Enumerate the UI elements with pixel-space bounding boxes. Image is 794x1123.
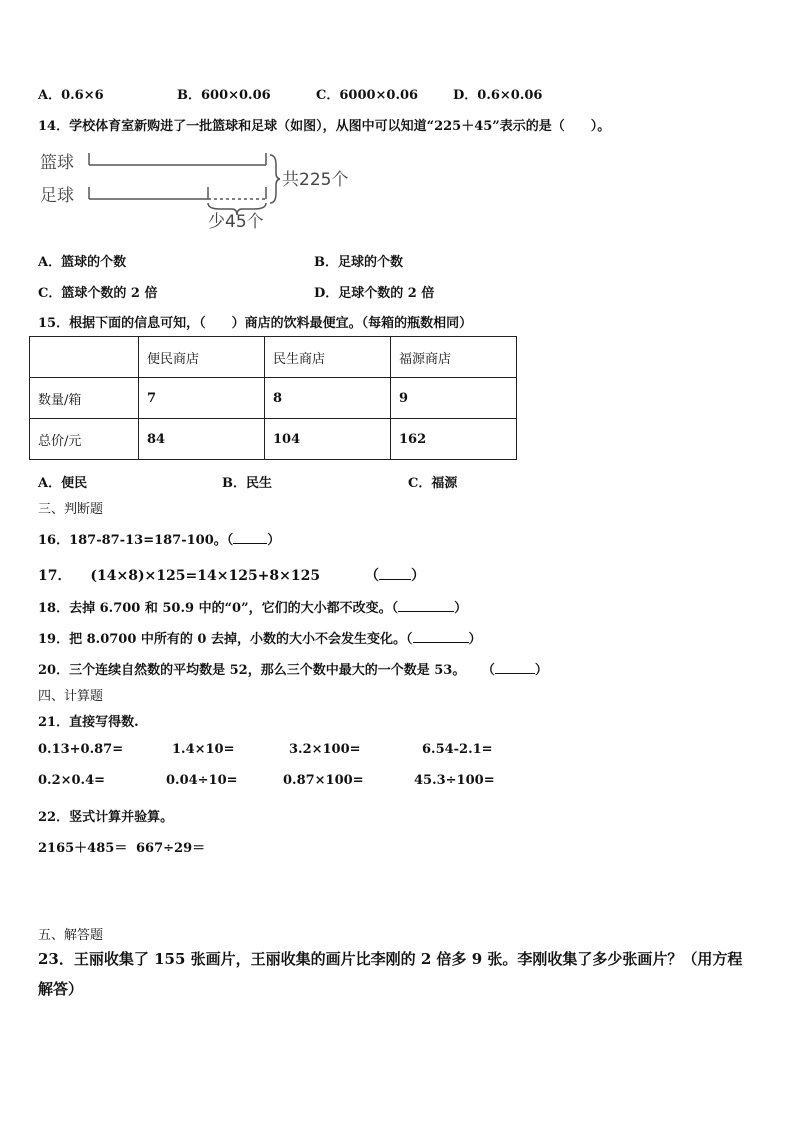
q20-open: （ [481, 663, 495, 678]
q18 [38, 597, 467, 616]
q17-num: 17． [38, 568, 72, 584]
q23-line-1: 23．王丽收集了 155 张画片，王丽收集的画片比李刚的 2 倍多 9 张。李刚收集了多少张画片？（用方程 [38, 950, 743, 968]
diagram-label-basketball: 篮球 [40, 153, 74, 173]
q17-expression: (14×8)×125=14×125+8×125 [90, 568, 321, 584]
q16-close: ） [267, 533, 281, 548]
q14-option-c: C．篮球个数的 2 倍 [38, 286, 158, 301]
q16-text: 16．187-87-13=187-100。（ [38, 533, 234, 548]
q13-option-c: C．6000×0.06 [316, 88, 419, 103]
q18-close: ） [454, 601, 468, 616]
q13-option-b: B．600×0.06 [177, 88, 271, 103]
answer-blank[interactable] [413, 631, 469, 643]
answer-blank[interactable] [379, 568, 411, 580]
section-heading-judgement: 三、判断题 [38, 502, 104, 517]
q16 [38, 529, 280, 548]
q18-text: 18．去掉 6.700 和 50.9 中的“0”，它们的大小都不改变。（ [38, 601, 399, 616]
q22-stem: 22．竖式计算并验算。 [38, 810, 174, 825]
table-cell: 84 [139, 419, 265, 460]
q21-item: 0.2×0.4= [38, 773, 106, 788]
q21-item: 1.4×10= [172, 742, 235, 757]
q19-text: 19．把 8.0700 中所有的 0 去掉，小数的大小不会发生变化。（ [38, 632, 413, 647]
table-cell: 数量/箱 [30, 378, 139, 419]
q21-item: 6.54-2.1= [422, 742, 493, 757]
diagram-label-football: 足球 [40, 186, 74, 206]
q21-item: 3.2×100= [289, 742, 361, 757]
table-cell: 8 [265, 378, 391, 419]
q21-stem: 21．直接写得数. [38, 715, 139, 730]
table-cell: 9 [391, 378, 517, 419]
diagram-difference-label: 少45个 [208, 212, 264, 232]
q19 [38, 628, 482, 647]
q21-item: 0.13+0.87= [38, 742, 124, 757]
table-header-cell: 福源商店 [391, 337, 517, 378]
table-cell: 总价/元 [30, 419, 139, 460]
total-brace [270, 155, 280, 203]
q14-stem: 14．学校体育室新购进了一批篮球和足球（如图），从图中可以知道“225＋45”表示的是（ ）。 [38, 119, 611, 134]
q22-item: 2165＋485＝ [38, 841, 128, 856]
q17 [38, 565, 425, 585]
q21-item: 0.04÷10= [166, 773, 238, 788]
q20 [38, 659, 548, 678]
q19-close: ） [468, 632, 482, 647]
q14-option-b: B．足球的个数 [314, 255, 403, 270]
table-cell: 104 [265, 419, 391, 460]
q21-item: 45.3÷100= [414, 773, 495, 788]
football-segment [89, 187, 266, 199]
table-row [30, 419, 517, 460]
q15-option-c: C．福源 [408, 476, 458, 491]
q15-stem: 15．根据下面的信息可知，（ ）商店的饮料最便宜。（每箱的瓶数相同） [38, 316, 473, 331]
q14-option-d: D．足球个数的 2 倍 [314, 286, 435, 301]
table-row [30, 378, 517, 419]
store-price-table [29, 336, 517, 460]
answer-blank[interactable] [233, 532, 267, 544]
table-cell: 162 [391, 419, 517, 460]
q21-item: 0.87×100= [283, 773, 364, 788]
diagram-total-label: 共225个 [282, 170, 349, 190]
section-heading-calculation: 四、计算题 [38, 689, 104, 704]
table-header-cell: 民生商店 [265, 337, 391, 378]
table-header-cell [30, 337, 139, 378]
q15-option-b: B．民生 [222, 476, 272, 491]
answer-blank[interactable] [398, 600, 454, 612]
section-heading-word-problems: 五、解答题 [38, 928, 104, 943]
q20-close: ） [534, 663, 548, 678]
basketball-segment [89, 153, 266, 165]
table-header-row [30, 337, 517, 378]
q23-line-2: 解答） [38, 980, 84, 998]
table-header-cell: 便民商店 [139, 337, 265, 378]
q13-option-a: A．0.6×6 [38, 88, 104, 103]
q20-text: 20．三个连续自然数的平均数是 52，那么三个数中最大的一个数是 53。 [38, 663, 466, 678]
table-cell: 7 [139, 378, 265, 419]
q15-option-a: A．便民 [38, 476, 88, 491]
q14-option-a: A．篮球的个数 [38, 255, 127, 270]
q13-option-d: D．0.6×0.06 [453, 88, 543, 103]
q22-item: 667÷29＝ [136, 841, 206, 856]
q17-close: ） [410, 568, 425, 584]
q17-open: （ [364, 568, 379, 584]
answer-blank[interactable] [495, 662, 535, 674]
